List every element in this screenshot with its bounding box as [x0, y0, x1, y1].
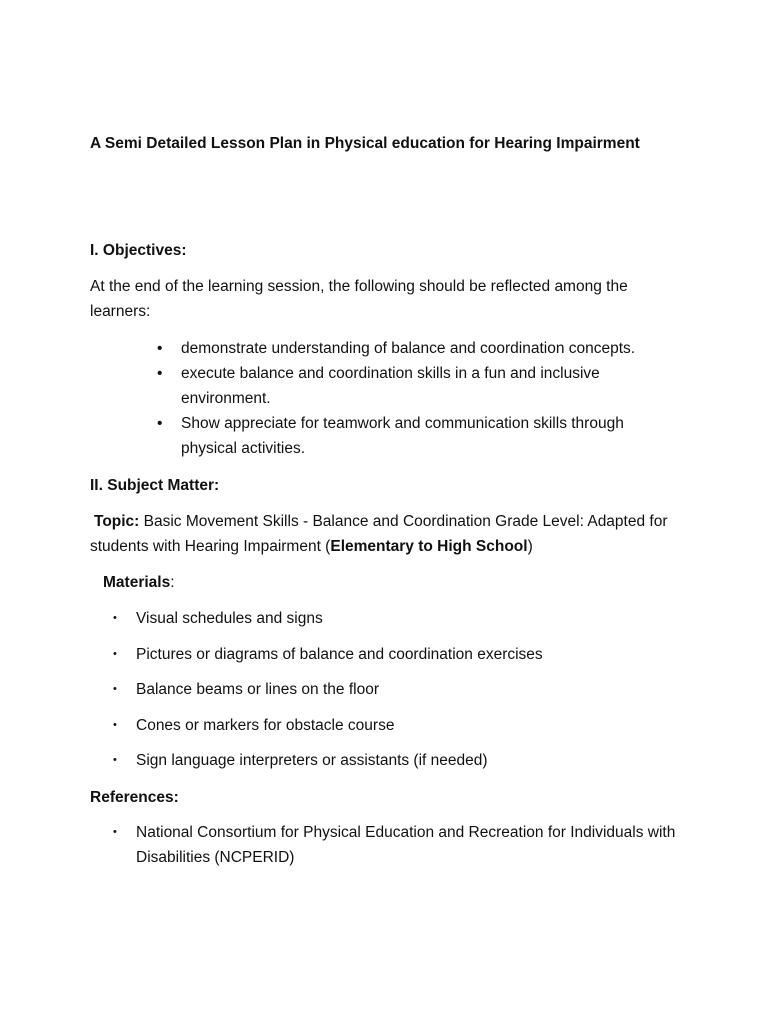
topic-text: Basic Movement Skills - Balance and Coordination Grade Level: Adapted for students with Hearing Impairment (: [90, 513, 668, 555]
material-bullet-2: •: [113, 648, 117, 660]
material-item-5: Sign language interpreters or assistants (if needed): [136, 752, 488, 769]
objective-bullet-1: •: [157, 340, 163, 357]
grade-level: Elementary to High School: [330, 538, 528, 555]
objective-item-1: demonstrate understanding of balance and coordination concepts.: [181, 340, 636, 357]
reference-bullet-1: •: [113, 826, 117, 838]
objective-item-2: execute balance and coordination skills in a fun and inclusive environment.: [181, 365, 600, 407]
material-bullet-3: •: [113, 683, 117, 695]
materials-colon: :: [170, 574, 175, 591]
materials-heading: [103, 570, 175, 595]
material-bullet-4: •: [113, 719, 117, 731]
objective-item-3: Show appreciate for teamwork and communication skills through physical activities.: [181, 415, 624, 457]
subject-matter-heading: II. Subject Matter:: [90, 477, 220, 494]
topic-paragraph: [90, 509, 690, 559]
material-bullet-5: •: [113, 754, 117, 766]
materials-label: Materials: [103, 574, 171, 591]
material-item-2: Pictures or diagrams of balance and coordination exercises: [136, 646, 543, 663]
topic-label: Topic:: [94, 513, 140, 530]
material-item-4: Cones or markers for obstacle course: [136, 717, 395, 734]
topic-close: ): [527, 538, 533, 555]
objectives-intro: At the end of the learning session, the following should be reflected among the learners:: [90, 278, 628, 320]
references-heading: References:: [90, 789, 179, 806]
material-bullet-1: •: [113, 612, 117, 624]
objective-bullet-3: •: [157, 415, 163, 432]
material-item-1: Visual schedules and signs: [136, 610, 323, 627]
objectives-heading: I. Objectives:: [90, 242, 187, 259]
reference-item-1: National Consortium for Physical Education and Recreation for Individuals with Disabilities (NCPERID): [136, 824, 676, 866]
document-title: A Semi Detailed Lesson Plan in Physical education for Hearing Impairment: [90, 135, 640, 152]
material-item-3: Balance beams or lines on the floor: [136, 681, 379, 698]
objective-bullet-2: •: [157, 365, 163, 382]
